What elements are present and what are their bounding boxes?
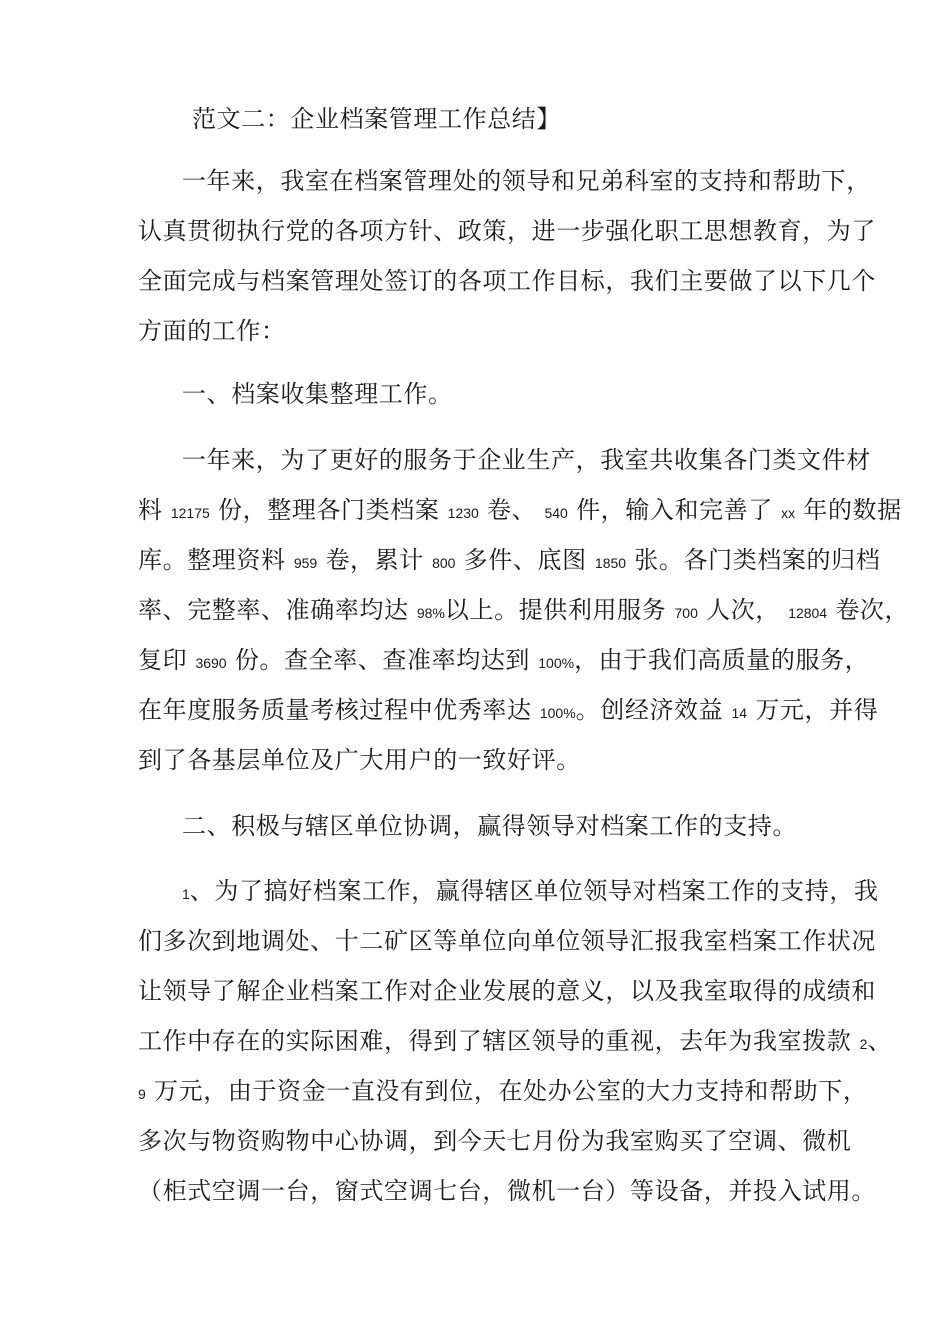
intro-text: 全面完成与档案管理处签订的各项工作目标，我们主要做了以下几个: [138, 267, 876, 295]
number: 98%: [416, 605, 445, 621]
section2-line-4: [138, 1026, 892, 1059]
document-heading: [192, 104, 561, 134]
section2-title: [182, 811, 797, 841]
number: 700: [674, 605, 698, 621]
number: 100%: [538, 655, 575, 671]
body-text: 万元，由于资金一直没有到位，在处办公室的大力支持和帮助下，: [154, 1077, 868, 1105]
number: 1: [182, 886, 190, 902]
body-text: 率、完整率、准确率均达: [138, 596, 409, 624]
body-text: 料: [138, 496, 163, 524]
number: 3690: [195, 655, 227, 671]
body-text: 工作中存在的实际困难，得到了辖区领导的重视，去年为我室拨款: [138, 1027, 852, 1055]
body-text: 份，整理各门类档案: [218, 496, 440, 524]
intro-line-1: [182, 166, 871, 196]
section1-line-3: [138, 545, 880, 578]
number: 800: [432, 555, 456, 571]
section1-line-5: [138, 645, 869, 678]
number: 14: [731, 705, 748, 721]
body-text: 、: [867, 1027, 893, 1055]
number: 2: [859, 1036, 868, 1052]
body-text: 万元，并得: [755, 696, 879, 724]
body-text: （柜式空调一台，窗式空调七台，微机一台）等设备，并投入试用。: [138, 1177, 876, 1205]
body-text: 份。查全率、查准率均达到: [234, 646, 531, 674]
section2-line-5: [138, 1076, 867, 1109]
section1-title: [182, 379, 453, 409]
intro-line-3: [138, 266, 876, 296]
body-text: 年的数据: [803, 496, 902, 524]
body-text: 以上。提供利用服务: [444, 596, 667, 624]
section2-line-6: [138, 1126, 851, 1156]
number: xx: [781, 505, 796, 521]
body-text: 多件、底图: [463, 546, 587, 574]
number: 12804: [788, 605, 828, 621]
section1-line-2: [138, 495, 902, 528]
body-text: 。创经济效益: [575, 696, 724, 724]
section-title-text: 一、档案收集整理工作。: [182, 380, 453, 408]
body-text: 人次，: [706, 596, 780, 624]
number: 100%: [539, 705, 576, 721]
intro-text: 一年来，我室在档案管理处的领导和兄弟科室的支持和帮助下，: [182, 167, 871, 195]
intro-text: 认真贯彻执行党的各项方针、政策，进一步强化职工思想教育，为了: [138, 217, 876, 245]
section1-line-6: [138, 695, 878, 728]
body-text: 复印: [138, 646, 188, 674]
body-text: 张。各门类档案的归档: [634, 546, 881, 574]
body-text: 卷次，: [835, 596, 910, 624]
number: 540: [544, 505, 568, 521]
number: 12175: [170, 505, 210, 521]
body-text: 们多次到地调处、十二矿区等单位向单位领导汇报我室档案工作状况: [138, 927, 876, 955]
section1-line-4: [138, 595, 909, 628]
body-text: 到了各基层单位及广大用户的一致好评。: [138, 746, 581, 774]
intro-line-4: [138, 316, 286, 346]
body-text: 卷，累计: [325, 546, 424, 574]
section1-line-1: [182, 445, 871, 475]
body-text: 让领导了解企业档案工作对企业发展的意义，以及我室取得的成绩和: [138, 977, 876, 1005]
number: 1230: [447, 505, 479, 521]
body-text: 件，输入和完善了: [576, 496, 773, 524]
body-text: 、为了搞好档案工作，赢得辖区单位领导对档案工作的支持，我: [189, 877, 879, 905]
body-text: 多次与物资购物中心协调，到今天七月份为我室购买了空调、微机: [138, 1127, 852, 1155]
intro-line-2: [138, 216, 876, 246]
section2-line-2: [138, 926, 876, 956]
number: 9: [138, 1086, 146, 1102]
number: 959: [293, 555, 318, 571]
body-text: 在年度服务质量考核过程中优秀率达: [138, 696, 532, 724]
body-text: 一年来，为了更好的服务于企业生产，我室共收集各门类文件材: [182, 446, 871, 474]
body-text: 库。整理资料: [138, 546, 286, 574]
section2-line-7: [138, 1176, 876, 1206]
body-text: ，由于我们高质量的服务，: [574, 646, 870, 674]
body-text: 卷、: [487, 496, 537, 524]
intro-text: 方面的工作：: [138, 317, 286, 345]
section2-line-1: [182, 876, 879, 909]
number: 1850: [594, 555, 627, 571]
section1-line-7: [138, 745, 581, 775]
section2-line-3: [138, 976, 876, 1006]
heading-text: 范文二：企业档案管理工作总结】: [192, 105, 561, 133]
section-title-text: 二、积极与辖区单位协调，赢得领导对档案工作的支持。: [182, 812, 797, 840]
